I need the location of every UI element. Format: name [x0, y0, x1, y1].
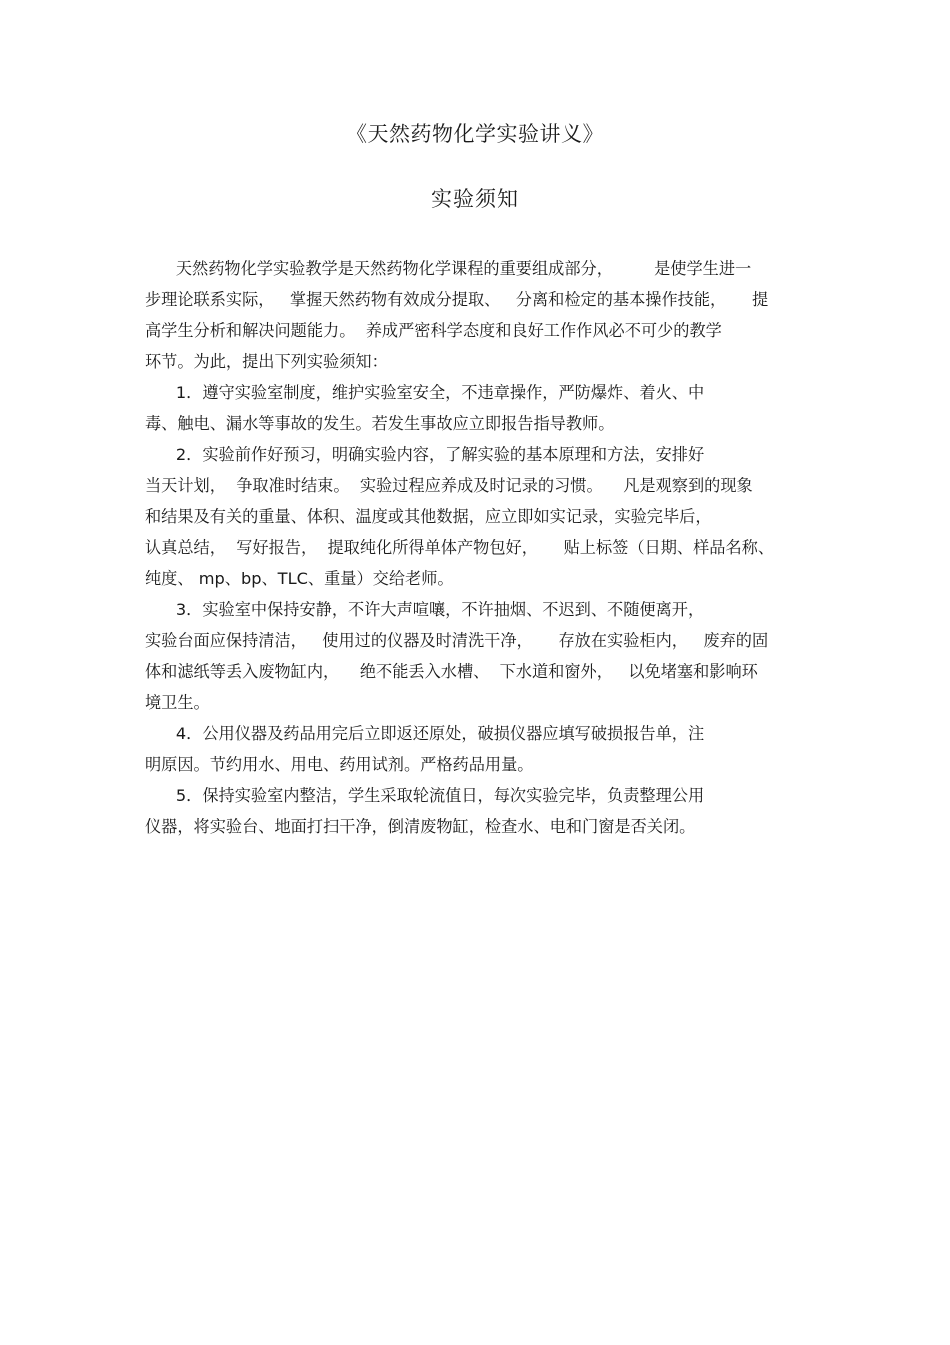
text-line: 环节。为此，提出下列实验须知：: [145, 352, 388, 371]
text-line: 5．保持实验室内整洁，学生采取轮流值日，每次实验完毕，负责整理公用: [145, 786, 705, 805]
text-line: 3．实验室中保持安静，不许大声喧嚷，不许抽烟、不迟到、不随便离开，: [145, 600, 705, 619]
text-line: 1．遵守实验室制度，维护实验室安全，不违章操作，严防爆炸、着火、中: [145, 383, 705, 402]
text-line: 和结果及有关的重量、体积、温度或其他数据，应立即如实记录，实验完毕后，: [145, 507, 712, 526]
text-line: 仪器，将实验台、地面打扫干净，倒清废物缸，检查水、电和门窗是否关闭。: [145, 817, 696, 836]
text-line: 明原因。节约用水、用电、药用试剂。严格药品用量。: [145, 755, 534, 774]
text-line: 纯度、 mp、bp、TLC、重量）交给老师。: [145, 569, 454, 588]
text-line: 2．实验前作好预习，明确实验内容，了解实验的基本原理和方法，安排好: [145, 445, 705, 464]
text-line: 体和滤纸等丢入废物缸内， 绝不能丢入水槽、 下水道和窗外， 以免堵塞和影响环: [145, 662, 758, 681]
text-line: 毒、触电、漏水等事故的发生。若发生事故应立即报告指导教师。: [145, 414, 615, 433]
text-line: 认真总结， 写好报告， 提取纯化所得单体产物包好， 贴上标签（日期、样品名称、: [145, 538, 775, 557]
text-line: 境卫生。: [145, 693, 210, 712]
document-title: 《天然药物化学实验讲义》: [346, 122, 604, 146]
text-line: 步理论联系实际， 掌握天然药物有效成分提取、 分离和检定的基本操作技能， 提: [145, 290, 769, 309]
text-line: 实验台面应保持清洁， 使用过的仪器及时清洗干净， 存放在实验柜内， 废弃的固: [145, 631, 769, 650]
body-text: [145, 253, 810, 842]
section-title: 实验须知: [431, 187, 519, 211]
text-line: 天然药物化学实验教学是天然药物化学课程的重要组成部分， 是使学生进一: [145, 259, 752, 278]
text-line: 高学生分析和解决问题能力。 养成严密科学态度和良好工作作风必不可少的教学: [145, 321, 722, 340]
text-line: 当天计划， 争取准时结束。 实验过程应养成及时记录的习惯。 凡是观察到的现象: [145, 476, 753, 495]
text-line: 4．公用仪器及药品用完后立即返还原处，破损仪器应填写破损报告单，注: [145, 724, 705, 743]
